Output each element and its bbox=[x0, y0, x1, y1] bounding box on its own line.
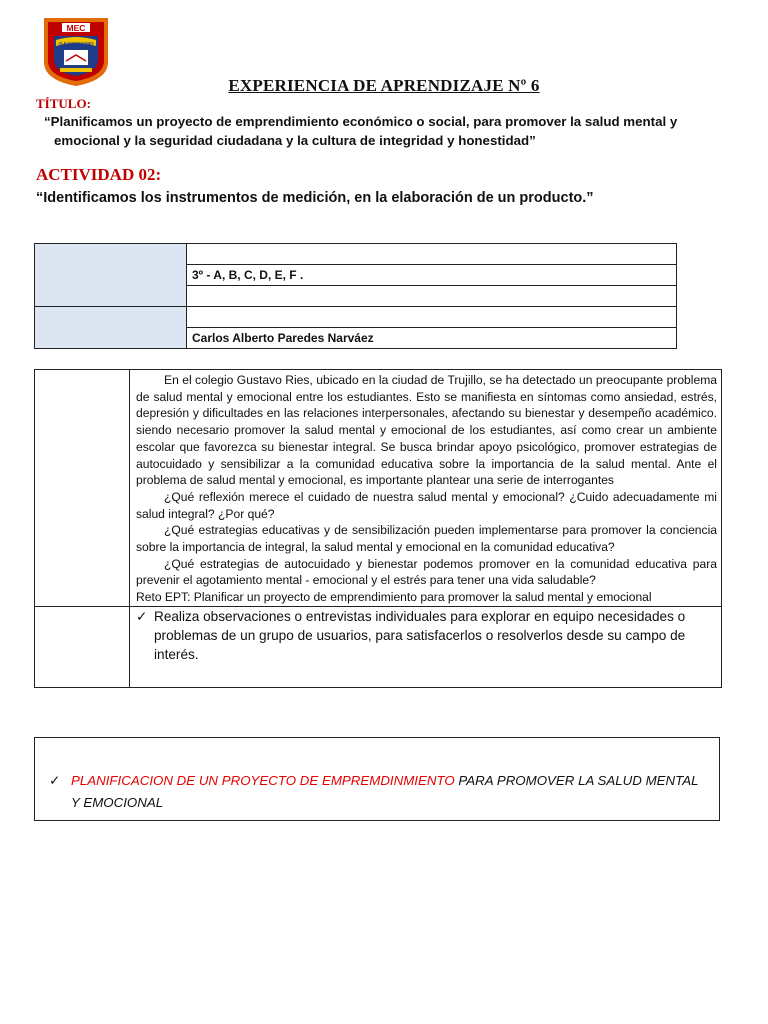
context-cell bbox=[130, 370, 722, 607]
product-black-text: PARA PROMOVER LA SALUD MENTAL Y EMOCIONAL bbox=[71, 773, 699, 810]
logo-banner: I.E.P GUSTAVO RIES bbox=[58, 41, 94, 46]
info-label-cell bbox=[35, 307, 187, 349]
logo-text: MEC bbox=[66, 23, 86, 33]
context-paragraph: En el colegio Gustavo Ries, ubicado en la ciudad de Trujillo, se ha detectado un preocupante problema de salud mental y emocional entre los estudiantes. Esto se manifiesta en síntomas como ansiedad, estrés, depresión y dificultades en las relaciones interpersonales, afectando su bienestar y desempeño académico. siendo necesario promover la salud mental y emocional de los estudiantes, así como crear un ambiente escolar que favorezca su bienestar integral. Se busca brindar apoyo psicológico, promover estrategias de autocuidado y sensibilizar a la comunidad educativa sobre la importancia de la salud mental. Ante el problema de salud mental y emocional, es importante plantear una serie de interrogantes bbox=[136, 373, 717, 488]
question-3: ¿Qué estrategias de autocuidado y bienestar podemos promover en la comunidad educativa para prevenir el agotamiento mental - emocional y el estrés para tener una vida saludable? bbox=[136, 556, 717, 588]
context-table bbox=[34, 369, 722, 688]
info-cell-empty bbox=[187, 307, 677, 328]
info-cell-empty bbox=[187, 244, 677, 265]
question-1: ¿Qué reflexión merece el cuidado de nuestra salud mental y emocional? ¿Cuido adecuadamente mi salud integral? ¿Por qué? bbox=[136, 489, 717, 521]
titulo-line-1: “Planificamos un proyecto de emprendimiento económico o social, para promover la salud mental y bbox=[44, 114, 678, 129]
docente-cell: Carlos Alberto Paredes Narváez bbox=[187, 328, 677, 349]
context-label-cell bbox=[35, 370, 130, 607]
check-icon: ✓ bbox=[49, 773, 61, 788]
info-label-cell bbox=[35, 244, 187, 307]
titulo-label: TÍTULO: bbox=[36, 96, 91, 111]
product-box bbox=[34, 737, 720, 821]
info-cell-empty bbox=[187, 286, 677, 307]
competencia-label-cell bbox=[35, 606, 130, 687]
question-2: ¿Qué estrategias educativas y de sensibilización pueden implementarse para promover la conciencia sobre la importancia de integral, la salud mental y emocional en la comunidad educativa? bbox=[136, 523, 717, 555]
competencia-cell bbox=[130, 606, 722, 687]
product-red-text: PLANIFICACION DE UN PROYECTO DE EMPREMDINMIENTO bbox=[71, 773, 455, 788]
titulo-text bbox=[44, 112, 734, 150]
competencia-text: Realiza observaciones o entrevistas individuales para explorar en equipo necesidades o problemas de un grupo de usuarios, para satisfacerlos o resolverlos desde su campo de interés. bbox=[154, 608, 686, 662]
experience-title: EXPERIENCIA DE APRENDIZAJE Nº 6 bbox=[228, 76, 540, 95]
reto-text: Reto EPT: Planificar un proyecto de emprendimiento para promover la salud mental y emocional bbox=[136, 590, 652, 605]
titulo-line-2: emocional y la seguridad ciudadana y la cultura de integridad y honestidad” bbox=[54, 133, 536, 148]
product-text bbox=[71, 770, 709, 814]
actividad-label: ACTIVIDAD 02: bbox=[36, 165, 162, 184]
check-icon: ✓ bbox=[136, 608, 148, 624]
actividad-text: “Identificamos los instrumentos de medición, en la elaboración de un producto.” bbox=[36, 190, 594, 206]
grado-cell: 3º - A, B, C, D, E, F . bbox=[187, 265, 677, 286]
info-table bbox=[34, 243, 677, 349]
